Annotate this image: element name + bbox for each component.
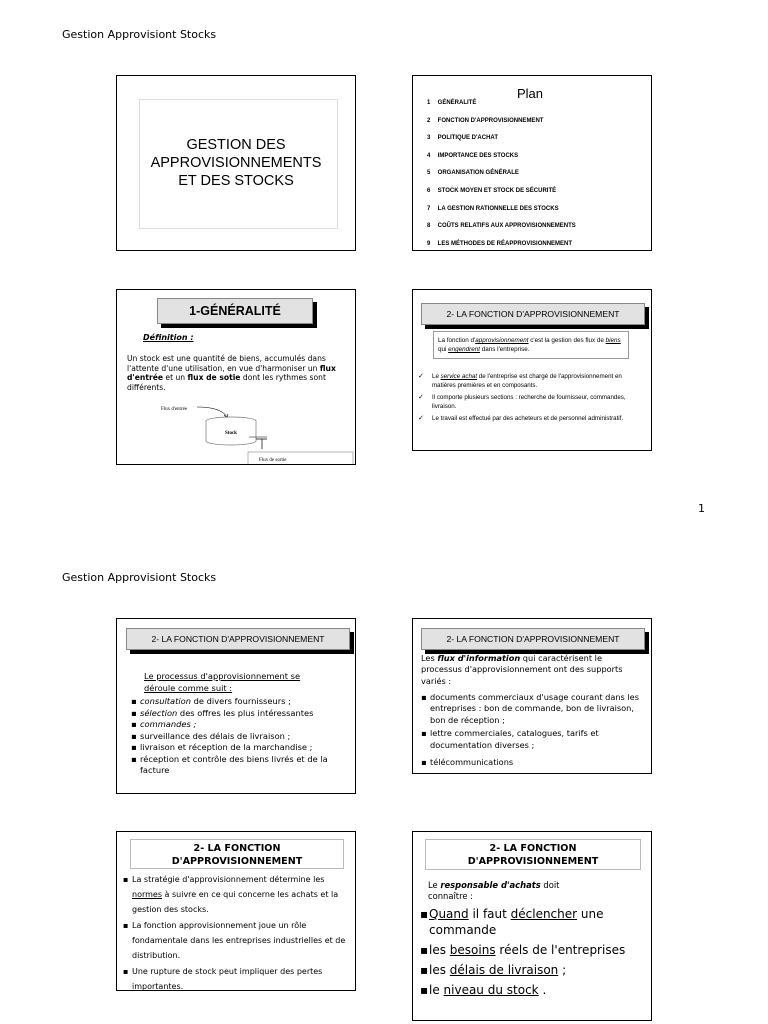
slide-processus xyxy=(116,618,356,794)
list-item: ✓ Le service achat de l'entreprise est chargé de l'approvisionnement en matières premières et en composants. xyxy=(418,373,646,390)
slide-title-text xyxy=(117,136,355,190)
list-item: ▪ documents commerciaux d'usage courant dans les entreprises : bon de commande, bon de livraison, bon de réception ; xyxy=(421,692,645,726)
plan-item: 2 FONCTION D'APPROVISIONNEMENT xyxy=(427,117,544,124)
flux-sortie-label: Flux de sortie xyxy=(259,458,287,463)
slide-heading: 1-GÉNÉRALITÉ xyxy=(157,298,313,324)
plan-item: 3 POLITIQUE D'ACHAT xyxy=(427,135,498,142)
slide-heading: 2- LA FONCTION D'APPROVISIONNEMENT xyxy=(421,303,645,325)
slide-heading xyxy=(425,839,641,870)
plan-list xyxy=(427,100,576,251)
page-number: 1 xyxy=(698,502,705,515)
list-item: ▪ Une rupture de stock peut impliquer des pertes importantes. xyxy=(123,964,351,991)
process-intro: Le processus d'approvisionnement se déroule comme suit : xyxy=(144,671,301,693)
stock-label: Stock xyxy=(225,431,237,436)
slide-heading: 2- LA FONCTION D'APPROVISIONNEMENT xyxy=(421,628,645,650)
responsable-intro: Le responsable d'achats doit connaître : xyxy=(428,880,560,901)
title-line: APPROVISIONNEMENTS xyxy=(150,155,322,171)
outflow-valve xyxy=(256,439,267,449)
plan-item: 4 IMPORTANCE DES STOCKS xyxy=(427,152,519,159)
slide-heading xyxy=(130,839,344,869)
flux-info-intro: Les flux d'information qui caractérisent le processus d'approvisionnement ont des supports variés : xyxy=(421,653,623,686)
title-line: ET DES STOCKS xyxy=(178,173,294,189)
slide-title xyxy=(116,75,356,251)
inflow-arrow xyxy=(197,407,227,417)
list-item: ▪ livraison et réception de la marchandise ; xyxy=(131,742,349,754)
list-item: ✓ Il comporte plusieurs sections : recherche de fournisseur, commandes, livraison. xyxy=(418,394,646,411)
slide-flux-information xyxy=(412,618,652,774)
list-item: ▪ réception et contrôle des biens livrés et de la facture xyxy=(131,754,349,777)
bullet-list xyxy=(418,373,646,428)
heading-line: 2- LA FONCTION xyxy=(489,843,577,854)
list-item: ▪ surveillance des délais de livraison ; xyxy=(131,731,349,743)
heading-line: D'APPROVISIONNEMENT xyxy=(171,856,303,867)
list-item: ▪ les besoins réels de l'entreprises xyxy=(420,942,648,958)
page-header: Gestion Approvisiont Stocks xyxy=(62,28,217,41)
plan-item: 7 LA GESTION RATIONNELLE DES STOCKS xyxy=(427,205,559,212)
list-item: ▪ Quand il faut déclencher une commande xyxy=(420,906,648,938)
list-item: ▪ les délais de livraison ; xyxy=(420,962,648,978)
list-item: ▪ sélection des offres les plus intéressantes xyxy=(131,708,349,720)
plan-item: 1 GÉNÉRALITÉ xyxy=(427,100,477,106)
process-list xyxy=(131,696,349,777)
list-item: ▪ La fonction approvisionnement joue un rôle fondamentale dans les entreprises industrielles et de distribution. xyxy=(123,918,351,963)
flux-entree-label: Flux d'entrée xyxy=(161,407,188,412)
list-item: ▪ consultation de divers fournisseurs ; xyxy=(131,696,349,708)
support-list xyxy=(421,692,645,768)
stock-flow-diagram xyxy=(117,398,355,464)
list-item: ▪ commandes ; xyxy=(131,719,349,731)
title-line: GESTION DES xyxy=(186,137,286,153)
slide-strategie xyxy=(116,831,356,991)
slide-responsable xyxy=(412,831,652,1021)
knowledge-list xyxy=(420,906,648,998)
definition-box: La fonction d'approvisionnement c'est la gestion des flux de biens qui engendrent dans l'entreprise. xyxy=(433,331,629,359)
slide-plan xyxy=(412,75,652,251)
plan-item: 8 COÛTS RELATIFS AUX APPROVISIONNEMENTS xyxy=(427,223,576,230)
definition-text: Un stock est une quantité de biens, accumulés dans l'attente d'une utilisation, en vue d'harmoniser un flux d'entrée et un flux de sotie dont les rythmes sont différents. xyxy=(127,354,336,392)
slide-heading: 2- LA FONCTION D'APPROVISIONNEMENT xyxy=(126,628,350,650)
plan-item: 9 LES MÉTHODES DE RÉAPPROVISIONNEMENT xyxy=(427,240,573,247)
list-item: ▪ La stratégie d'approvisionnement détermine les normes à suivre en ce qui concerne les achats et la gestion des stocks. xyxy=(123,872,351,917)
heading-line: D'APPROVISIONNEMENT xyxy=(467,856,599,867)
strategy-list xyxy=(123,872,351,991)
slide-fonction-1 xyxy=(412,289,652,451)
list-item: ▪ le niveau du stock . xyxy=(420,982,648,998)
page-header: Gestion Approvisiont Stocks xyxy=(62,571,217,584)
list-item: ✓ Le travail est effectué par des acheteurs et de personnel administratif. xyxy=(418,415,646,424)
plan-item: 6 STOCK MOYEN ET STOCK DE SÉCURITÉ xyxy=(427,187,557,194)
plan-item: 5 ORGANISATION GÉNÉRALE xyxy=(427,170,519,177)
plan-title: Plan xyxy=(517,86,544,101)
list-item: ▪ télécommunications xyxy=(421,757,645,768)
slide-generalite xyxy=(116,289,356,465)
heading-line: 2- LA FONCTION xyxy=(193,843,281,854)
list-item: ▪ lettre commerciales, catalogues, tarifs et documentation diverses ; xyxy=(421,728,645,751)
definition-label: Définition : xyxy=(143,333,194,342)
